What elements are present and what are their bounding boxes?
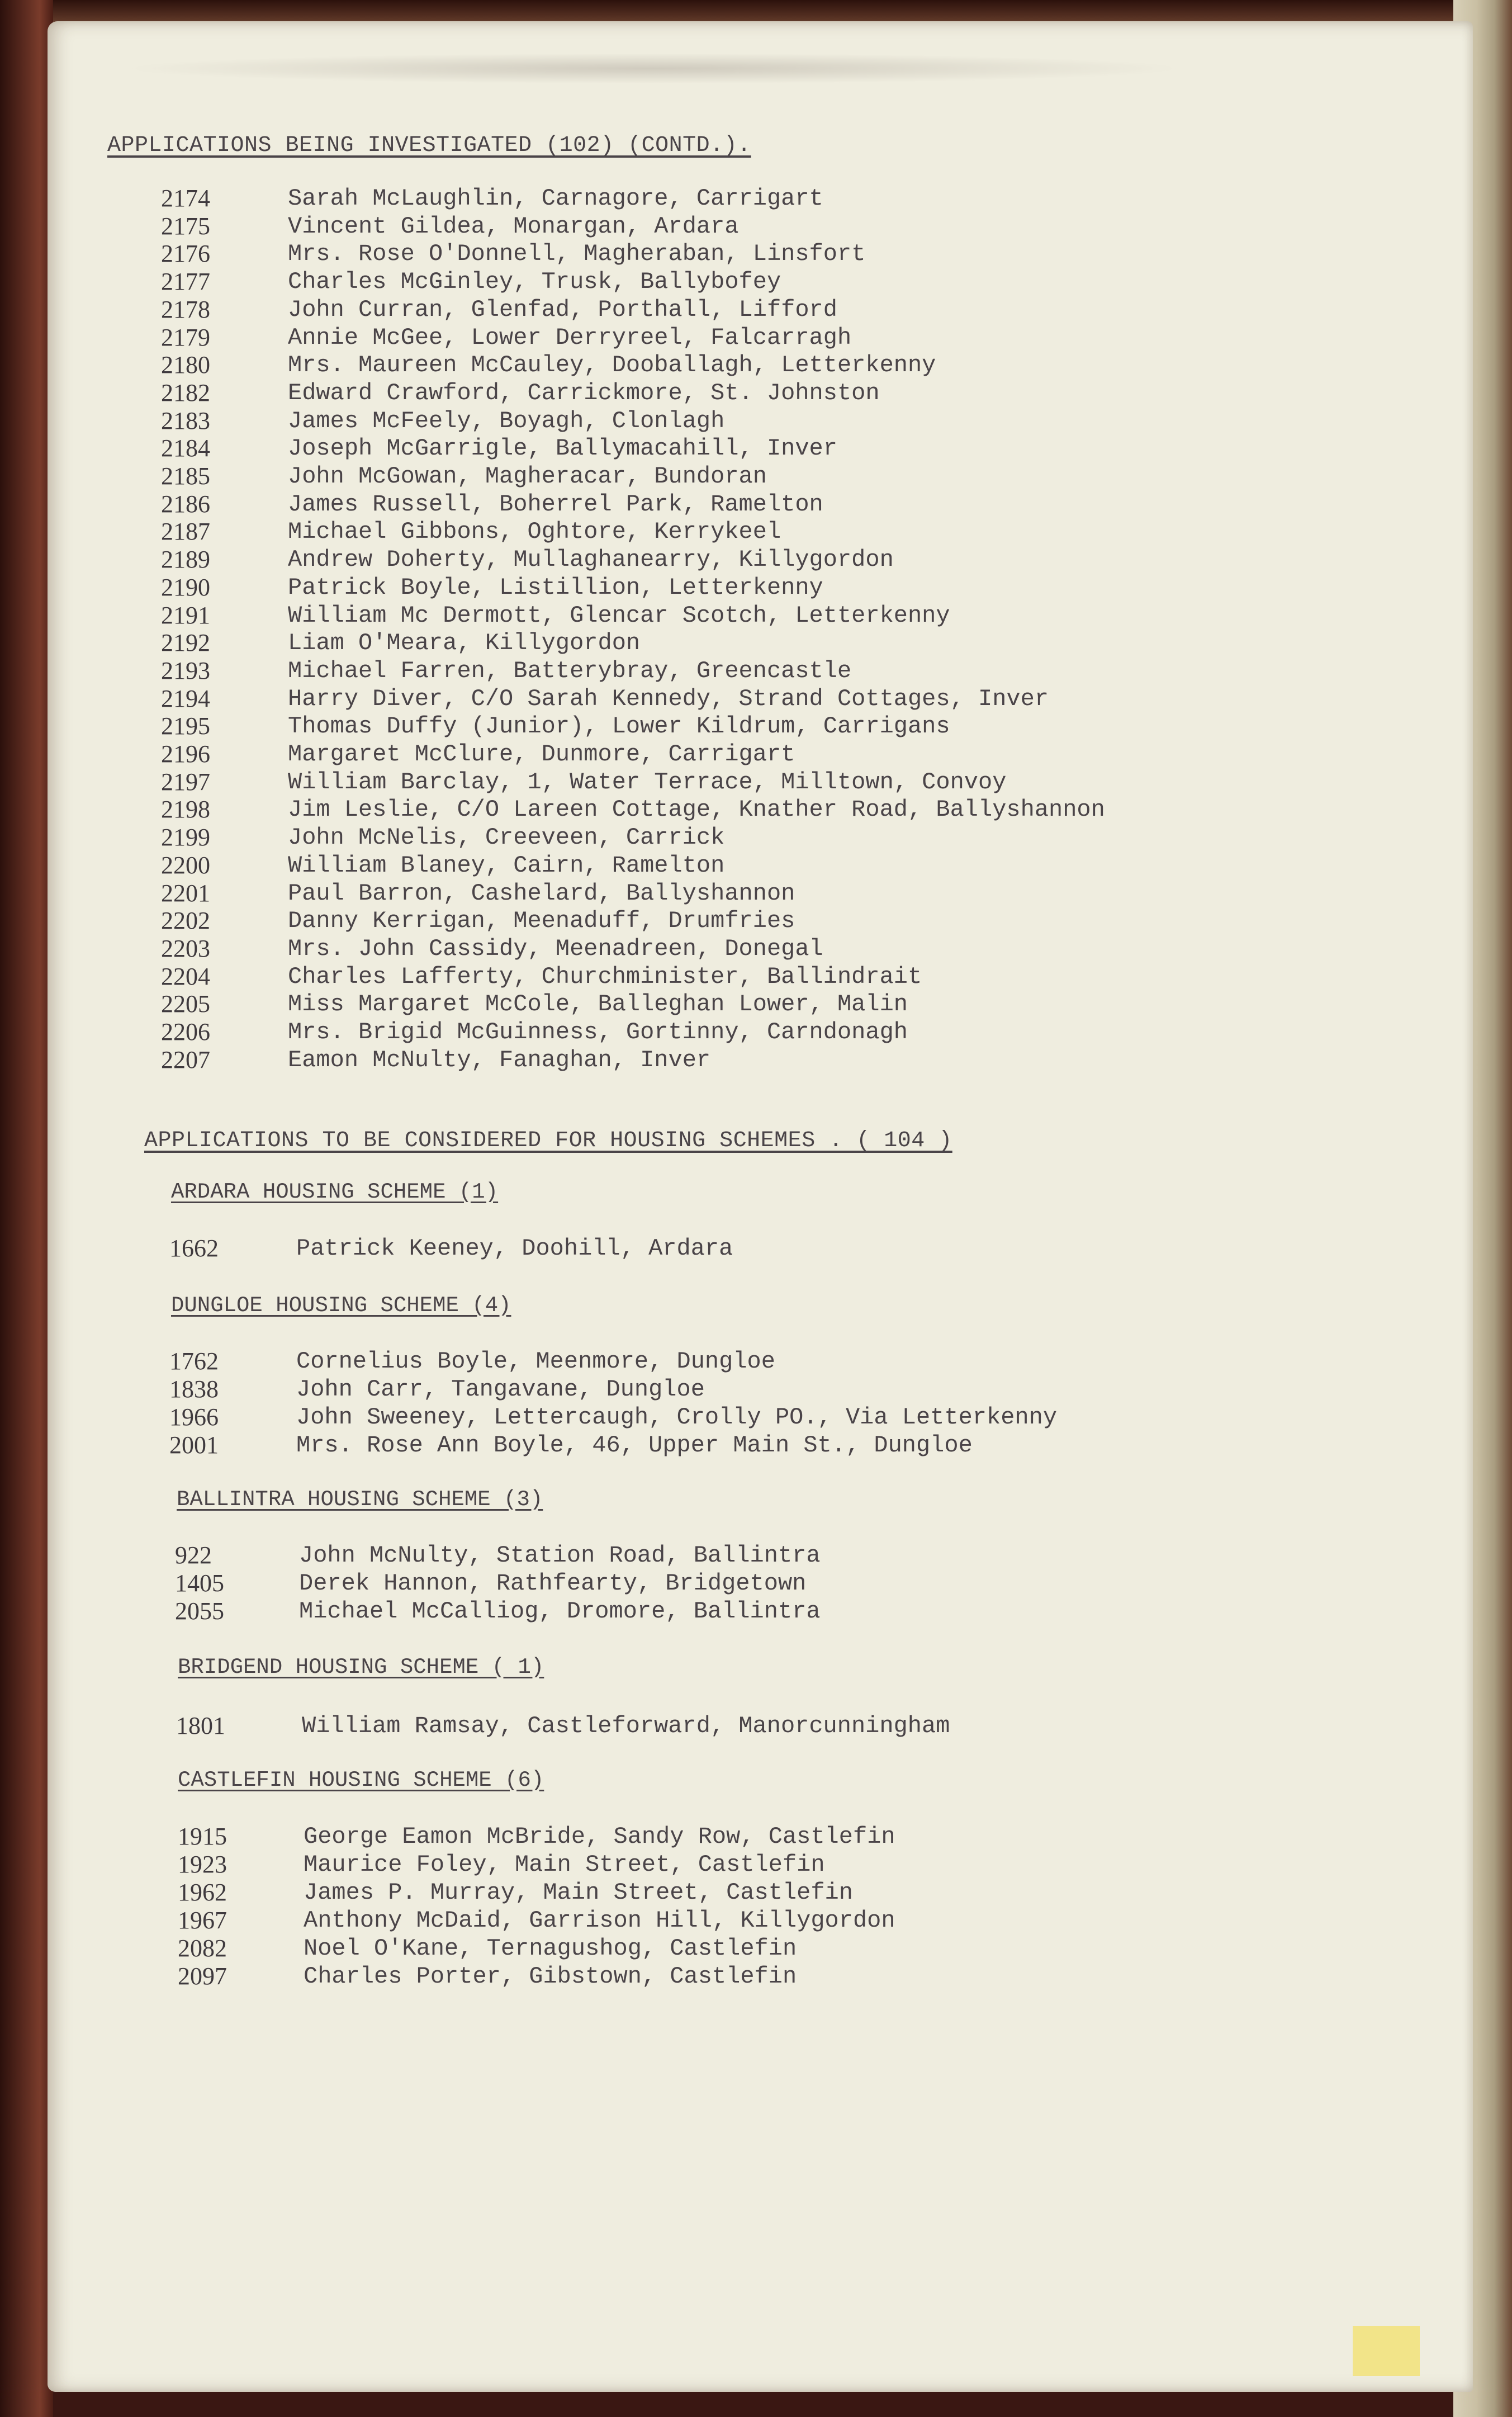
- application-number: 2178: [161, 296, 210, 323]
- applicant-details: Danny Kerrigan, Meenaduff, Drumfries: [288, 907, 795, 934]
- applicant-details: James McFeely, Boyagh, Clonlagh: [288, 408, 725, 434]
- application-number: 2183: [161, 407, 210, 434]
- applicant-details: Sarah McLaughlin, Carnagore, Carrigart: [288, 185, 823, 212]
- list-item: [161, 324, 1447, 352]
- list-item: [178, 1851, 1463, 1879]
- list-item: [161, 546, 1447, 574]
- list-item: [161, 1046, 1447, 1074]
- application-number: 2202: [161, 907, 210, 934]
- application-number: 922: [175, 1541, 212, 1569]
- list-item: [161, 434, 1447, 462]
- applicant-details: Eamon McNulty, Fanaghan, Inver: [288, 1047, 711, 1073]
- list-item: [175, 1597, 1461, 1625]
- list-item: [161, 907, 1447, 935]
- application-number: 2186: [161, 490, 210, 518]
- applicant-details: William Ramsay, Castleforward, Manorcunningham: [302, 1713, 950, 1739]
- applicant-details: Mrs. Brigid McGuinness, Gortinny, Carndonagh: [288, 1019, 908, 1046]
- applicant-details: John Carr, Tangavane, Dungloe: [296, 1376, 705, 1403]
- application-number: 2176: [161, 240, 210, 267]
- list-item: [161, 379, 1447, 407]
- list-item: [161, 268, 1447, 296]
- application-number: 2174: [161, 185, 210, 212]
- applicant-details: Thomas Duffy (Junior), Lower Kildrum, Carrigans: [288, 713, 950, 740]
- application-number: 2196: [161, 740, 210, 768]
- list-item: [161, 602, 1447, 630]
- list-item: [161, 629, 1447, 657]
- applicant-details: Jim Leslie, C/O Lareen Cottage, Knather Road, Ballyshannon: [288, 796, 1105, 823]
- application-number: 2184: [161, 434, 210, 462]
- applicant-details: John Sweeney, Lettercaugh, Crolly PO., Via Letterkenny: [296, 1404, 1058, 1431]
- list-item: [161, 351, 1447, 379]
- list-item: [161, 462, 1447, 490]
- list-item: [161, 740, 1447, 768]
- application-number: 1662: [169, 1234, 219, 1262]
- list-item: [178, 1879, 1463, 1907]
- application-number: 2185: [161, 462, 210, 490]
- scheme-heading: ARDARA HOUSING SCHEME (1): [171, 1180, 499, 1204]
- list-item: [161, 824, 1447, 852]
- application-number: 1762: [169, 1347, 219, 1375]
- application-number: 2182: [161, 379, 210, 406]
- applicant-details: Anthony McDaid, Garrison Hill, Killygordon: [304, 1907, 895, 1934]
- applicant-details: Charles Porter, Gibstown, Castlefin: [304, 1963, 797, 1990]
- application-number: 2198: [161, 796, 210, 823]
- application-number: 2195: [161, 712, 210, 740]
- list-item: [178, 1823, 1463, 1851]
- application-number: 1801: [176, 1712, 225, 1739]
- application-number: 2177: [161, 268, 210, 295]
- list-item: [161, 185, 1447, 212]
- list-item: [161, 296, 1447, 324]
- application-number: 2055: [175, 1597, 224, 1625]
- section-heading-investigated: APPLICATIONS BEING INVESTIGATED (102) (CONTD.).: [107, 133, 751, 158]
- scheme-heading: BALLINTRA HOUSING SCHEME (3): [177, 1487, 543, 1512]
- list-item: [161, 240, 1447, 268]
- application-number: 2180: [161, 351, 210, 379]
- application-number: 2189: [161, 546, 210, 573]
- applicant-details: Michael Farren, Batterybray, Greencastle: [288, 658, 852, 684]
- application-number: 2197: [161, 768, 210, 796]
- application-number: 2082: [178, 1934, 227, 1962]
- list-item: [161, 1018, 1447, 1046]
- applicant-details: Michael McCalliog, Dromore, Ballintra: [299, 1598, 821, 1625]
- applicant-details: Mrs. John Cassidy, Meenadreen, Donegal: [288, 935, 823, 962]
- applicant-details: Annie McGee, Lower Derryreel, Falcarragh: [288, 324, 852, 351]
- application-number: 2200: [161, 852, 210, 879]
- applicant-details: George Eamon McBride, Sandy Row, Castlefin: [304, 1823, 895, 1850]
- list-item: [178, 1907, 1463, 1934]
- list-item: [169, 1403, 1455, 1431]
- list-item: [161, 212, 1447, 240]
- applicant-details: Patrick Keeney, Doohill, Ardara: [296, 1235, 733, 1262]
- applicant-details: Michael Gibbons, Oghtore, Kerrykeel: [288, 518, 781, 545]
- application-number: 2190: [161, 574, 210, 601]
- application-number: 2175: [161, 212, 210, 240]
- application-number: 2206: [161, 1018, 210, 1046]
- list-item: [169, 1234, 1455, 1262]
- list-item: [169, 1431, 1455, 1459]
- list-item: [161, 490, 1447, 518]
- list-item: [161, 574, 1447, 602]
- application-number: 2203: [161, 935, 210, 962]
- application-number: 1923: [178, 1851, 227, 1878]
- list-item: [161, 990, 1447, 1018]
- list-item: [161, 852, 1447, 879]
- application-number: 2191: [161, 602, 210, 629]
- list-item: [161, 518, 1447, 546]
- list-item: [161, 963, 1447, 991]
- application-number: 2194: [161, 685, 210, 712]
- application-number: 2179: [161, 324, 210, 351]
- applicant-details: Charles McGinley, Trusk, Ballybofey: [288, 268, 781, 295]
- application-number: 1962: [178, 1879, 227, 1906]
- list-item: [175, 1569, 1461, 1597]
- list-item: [178, 1934, 1463, 1962]
- list-item: [161, 796, 1447, 824]
- applicant-details: Andrew Doherty, Mullaghanearry, Killygordon: [288, 546, 894, 573]
- list-item: [161, 879, 1447, 907]
- applicant-details: Miss Margaret McCole, Balleghan Lower, Malin: [288, 991, 908, 1018]
- applicant-details: Vincent Gildea, Monargan, Ardara: [288, 213, 739, 240]
- applicant-details: Maurice Foley, Main Street, Castlefin: [304, 1851, 825, 1878]
- list-item: [175, 1541, 1461, 1569]
- list-item: [161, 712, 1447, 740]
- application-number: 2001: [169, 1431, 219, 1459]
- applicant-details: Harry Diver, C/O Sarah Kennedy, Strand Cottages, Inver: [288, 685, 1049, 712]
- list-item: [161, 657, 1447, 685]
- scheme-heading: BRIDGEND HOUSING SCHEME ( 1): [178, 1655, 544, 1680]
- applicant-details: Margaret McClure, Dunmore, Carrigart: [288, 741, 795, 768]
- applicant-details: John McNelis, Creeveen, Carrick: [288, 824, 725, 851]
- applicant-details: Liam O'Meara, Killygordon: [288, 630, 641, 656]
- list-item: [161, 935, 1447, 963]
- list-item: [176, 1712, 1462, 1740]
- list-item: [178, 1962, 1463, 1990]
- list-item: [161, 768, 1447, 796]
- applicant-details: Joseph McGarrigle, Ballymacahill, Inver: [288, 435, 837, 462]
- application-number: 1966: [169, 1403, 219, 1431]
- applicant-details: Edward Crawford, Carrickmore, St. Johnston: [288, 380, 880, 406]
- application-number: 2207: [161, 1046, 210, 1073]
- applicant-details: James Russell, Boherrel Park, Ramelton: [288, 491, 823, 518]
- applicant-details: Cornelius Boyle, Meenmore, Dungloe: [296, 1348, 775, 1375]
- list-item: [169, 1347, 1455, 1375]
- applicant-details: John McGowan, Magheracar, Bundoran: [288, 463, 767, 490]
- application-number: 2187: [161, 518, 210, 545]
- application-number: 2192: [161, 629, 210, 656]
- application-number: 2201: [161, 879, 210, 907]
- list-item: [161, 407, 1447, 435]
- application-number: 2204: [161, 963, 210, 990]
- scheme-heading: CASTLEFIN HOUSING SCHEME (6): [178, 1768, 544, 1792]
- applicant-details: Mrs. Rose Ann Boyle, 46, Upper Main St., Dungloe: [296, 1432, 973, 1459]
- applicant-details: William Barclay, 1, Water Terrace, Milltown, Convoy: [288, 769, 1007, 796]
- section-heading-housing-schemes: APPLICATIONS TO BE CONSIDERED FOR HOUSING SCHEMES . ( 104 ): [144, 1128, 952, 1153]
- application-number: 1915: [178, 1823, 227, 1850]
- applicant-details: Mrs. Maureen McCauley, Dooballagh, Letterkenny: [288, 352, 936, 379]
- application-number: 2199: [161, 824, 210, 851]
- applicant-details: Paul Barron, Cashelard, Ballyshannon: [288, 880, 795, 907]
- applicant-details: Patrick Boyle, Listillion, Letterkenny: [288, 574, 823, 601]
- application-number: 1967: [178, 1907, 227, 1934]
- application-number: 2097: [178, 1962, 227, 1990]
- application-number: 2193: [161, 657, 210, 684]
- applicant-details: Mrs. Rose O'Donnell, Magheraban, Linsfort: [288, 240, 866, 267]
- application-number: 2205: [161, 990, 210, 1018]
- applicant-details: John McNulty, Station Road, Ballintra: [299, 1542, 821, 1569]
- applicant-details: James P. Murray, Main Street, Castlefin: [304, 1879, 853, 1906]
- applicant-details: William Blaney, Cairn, Ramelton: [288, 852, 725, 879]
- scheme-heading: DUNGLOE HOUSING SCHEME (4): [171, 1293, 511, 1318]
- applicant-details: John Curran, Glenfad, Porthall, Lifford: [288, 296, 837, 323]
- applicant-details: Charles Lafferty, Churchminister, Ballindrait: [288, 963, 922, 990]
- applicant-details: Noel O'Kane, Ternagushog, Castlefin: [304, 1935, 797, 1962]
- applicant-details: Derek Hannon, Rathfearty, Bridgetown: [299, 1570, 807, 1597]
- list-item: [169, 1375, 1455, 1403]
- applicant-details: William Mc Dermott, Glencar Scotch, Letterkenny: [288, 602, 950, 629]
- list-item: [161, 685, 1447, 713]
- application-number: 1405: [175, 1569, 224, 1597]
- application-number: 1838: [169, 1375, 219, 1403]
